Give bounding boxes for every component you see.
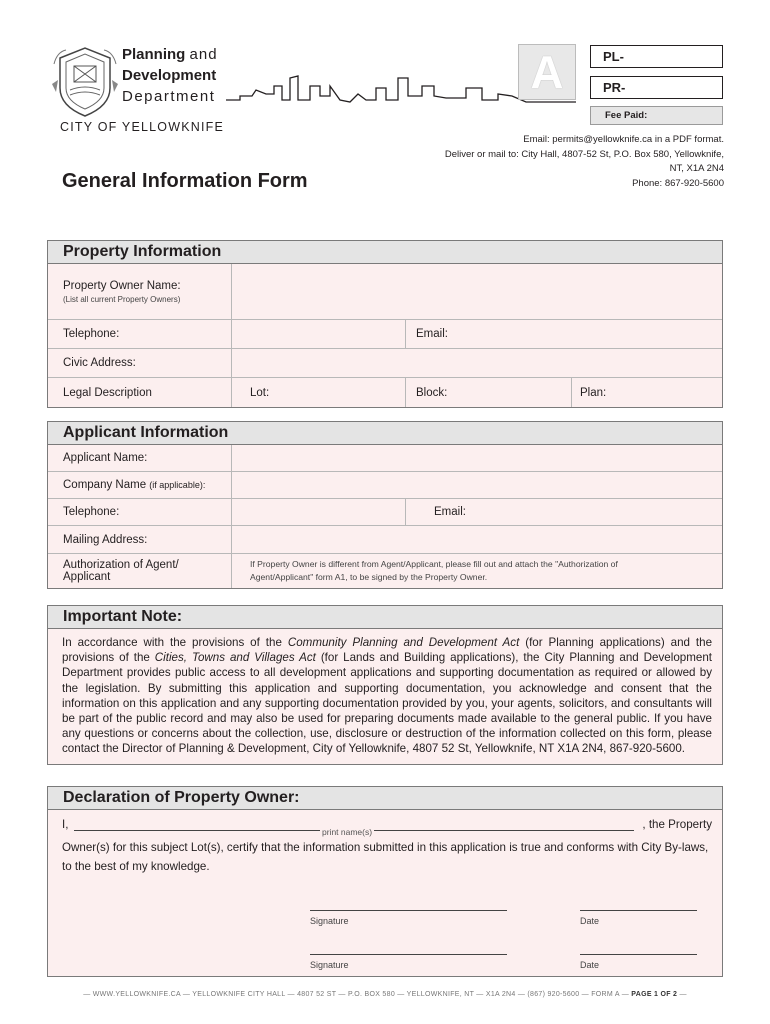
pr-number-field[interactable]: PR- <box>590 76 723 99</box>
applicant-email-field[interactable] <box>406 499 722 525</box>
date-caption-1: Date <box>580 916 600 926</box>
note-text-1: In accordance with the provisions of the <box>62 636 288 649</box>
lot-field[interactable] <box>232 378 406 407</box>
footer-text: — WWW.YELLOWKNIFE.CA — YELLOWKNIFE CITY HALL — 4807 52 ST — P.O. BOX 580 — YELLOWKNIFE, NT — X1A 2N4 — (867) 920-5600 — FORM A — <box>83 991 632 998</box>
important-note-section <box>47 605 723 765</box>
declaration-i-label: I, <box>62 818 69 831</box>
page-footer <box>0 991 770 998</box>
applicant-telephone-label: Telephone: <box>48 499 232 525</box>
authorization-label-line2: Applicant <box>63 571 111 583</box>
form-a-badge: A <box>518 44 576 100</box>
legal-description-label: Legal Description <box>48 378 232 407</box>
page-number: PAGE 1 OF 2 <box>631 991 678 998</box>
dept-department: Department <box>122 88 216 105</box>
footer-end: — <box>677 991 687 998</box>
note-text-3: (for Lands and Building applications), the City Planning and Development Department provides public access to all development applications and supporting documentation as required or allowed by the legislation. By submitting this application and supporting documentation, you acknowledge and consent that the information on this application and any supporting documentation provided by you, your agents, solicitors, and consultants will be part of the public record and may also be used for preparing documents made available to the general public. If you have any questions or concerns about the collection, use, disclosure or destruction of the information collected on this form, please contact the Director of Planning & Development, City of Yellowknife, 4807 52 St, Yellowknife, NT X1A 2N4, 867-920-5600. <box>62 651 712 756</box>
applicant-email-label: Email: <box>434 506 466 518</box>
block-field[interactable] <box>406 378 572 407</box>
block-label: Block: <box>416 386 448 399</box>
legal-description-row <box>48 378 722 407</box>
note-body <box>48 629 722 764</box>
mailing-address-field[interactable] <box>232 526 722 553</box>
owner-name-label: Property Owner Name: <box>63 279 181 292</box>
date-caption-2: Date <box>580 960 600 970</box>
dept-and: and <box>189 46 218 63</box>
pl-number-field[interactable]: PL- <box>590 45 723 68</box>
note-act-1: Community Planning and Development Act <box>287 636 520 649</box>
property-heading: Property Information <box>48 241 722 264</box>
declaration-text: Owner(s) for this subject Lot(s), certify that the information submitted in this application is true and conforms with City By-laws, to the best of my knowledge. <box>62 841 709 873</box>
date-line-1[interactable] <box>580 910 697 911</box>
company-name-label-cell <box>48 472 232 498</box>
applicant-information-section <box>47 421 723 589</box>
authorization-note-line2: Agent/Applicant" form A1, to be signed by the Property Owner. <box>250 572 488 582</box>
property-email-label: Email: <box>416 328 448 340</box>
plan-field[interactable] <box>572 378 722 407</box>
signature-line-2[interactable] <box>310 954 507 955</box>
applicant-name-row <box>48 445 722 472</box>
owner-name-sublabel: (List all current Property Owners) <box>63 294 181 304</box>
company-name-sublabel: (if applicable): <box>149 480 206 490</box>
applicant-phone-row <box>48 499 722 526</box>
company-name-row <box>48 472 722 499</box>
the-property-text: , the Property <box>642 818 712 831</box>
contact-phone: Phone: 867-920-5600 <box>632 177 724 189</box>
authorization-label-line1: Authorization of Agent/ <box>63 559 179 571</box>
applicant-name-label: Applicant Name: <box>48 445 232 471</box>
property-telephone-label: Telephone: <box>48 320 232 348</box>
applicant-telephone-field[interactable] <box>232 499 406 525</box>
declaration-heading: Declaration of Property Owner: <box>48 787 722 810</box>
civic-address-label: Civic Address: <box>48 349 232 377</box>
civic-address-row <box>48 349 722 378</box>
mailing-address-label: Mailing Address: <box>48 526 232 553</box>
authorization-row <box>48 554 722 588</box>
contact-info <box>445 133 724 191</box>
contact-address: Deliver or mail to: City Hall, 4807-52 St, P.O. Box 580, Yellowknife, <box>444 148 724 160</box>
fee-paid-field[interactable]: Fee Paid: <box>590 106 723 125</box>
declaration-body <box>48 810 722 976</box>
property-information-section <box>47 240 723 408</box>
note-heading: Important Note: <box>48 606 722 629</box>
authorization-label <box>48 554 232 588</box>
signature-caption-1: Signature <box>310 916 349 926</box>
dept-development: Development <box>122 67 217 84</box>
applicant-heading: Applicant Information <box>48 422 722 445</box>
note-act-2: Cities, Towns and Villages Act <box>154 651 316 665</box>
contact-email: Email: permits@yellowknife.ca in a PDF format. <box>523 134 724 145</box>
signature-caption-2: Signature <box>310 960 349 970</box>
contact-postal: NT, X1A 2N4 <box>669 163 724 174</box>
form-title: General Information Form <box>62 170 308 192</box>
print-name-caption: print name(s) <box>322 827 373 837</box>
date-line-2[interactable] <box>580 954 697 955</box>
owner-name-field[interactable] <box>232 264 722 319</box>
city-name: CITY OF YELLOWKNIFE <box>60 120 225 134</box>
signature-line-1[interactable] <box>310 910 507 911</box>
applicant-name-field[interactable] <box>232 445 722 471</box>
owner-name-row <box>48 264 722 320</box>
note-text-2: (for Planning applications) and the provisions of the <box>62 636 713 665</box>
property-telephone-field[interactable] <box>232 320 406 348</box>
owner-name-label-cell <box>48 264 232 319</box>
mailing-address-row <box>48 526 722 554</box>
civic-address-field[interactable] <box>232 349 722 377</box>
department-wordmark <box>122 44 218 107</box>
lot-label: Lot: <box>250 386 270 399</box>
company-name-field[interactable] <box>232 472 722 498</box>
authorization-note-line1: If Property Owner is different from Agent/Applicant, please fill out and attach the "Authorization of <box>250 559 618 569</box>
plan-label: Plan: <box>580 386 607 399</box>
property-email-field[interactable] <box>406 320 722 348</box>
city-crest-logo <box>52 44 118 118</box>
dept-planning: Planning <box>122 46 186 63</box>
declaration-section <box>47 786 723 977</box>
authorization-note <box>232 554 722 588</box>
property-phone-row <box>48 320 722 349</box>
company-name-label: Company Name <box>63 479 147 491</box>
